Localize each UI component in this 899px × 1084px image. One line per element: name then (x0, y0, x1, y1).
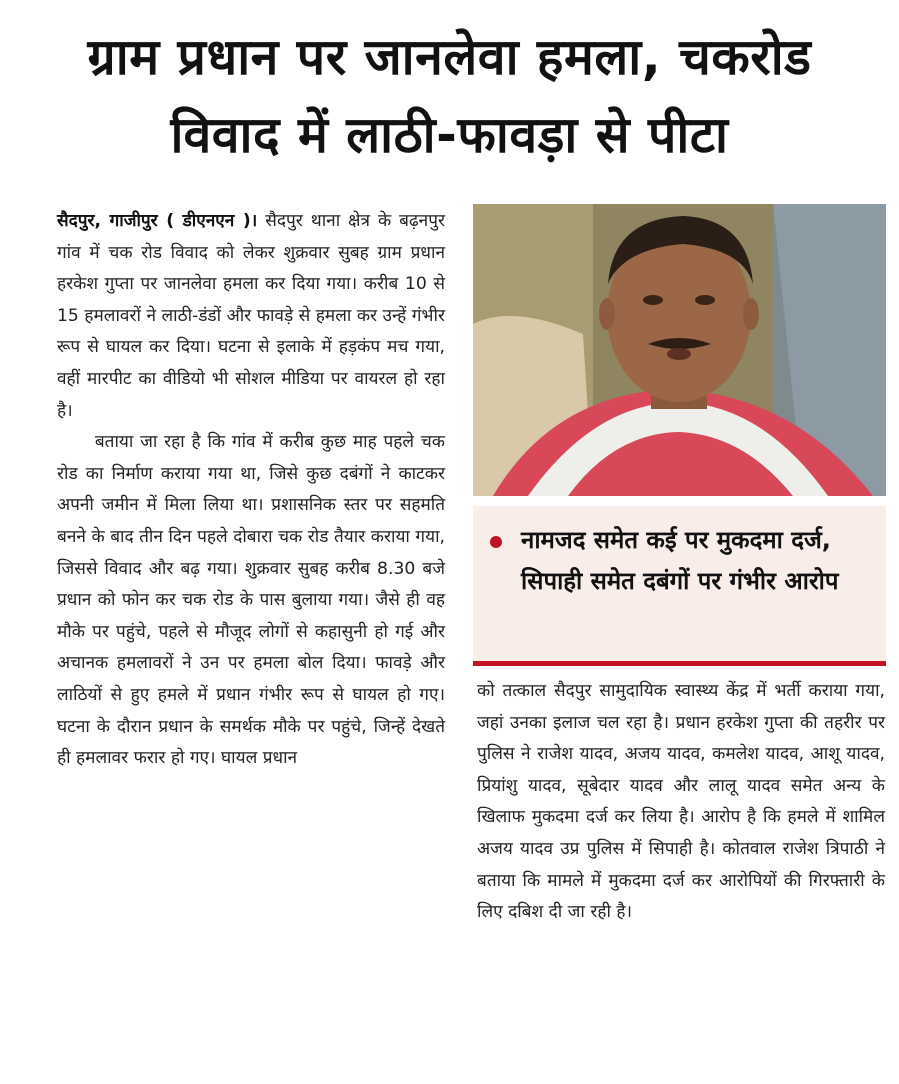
dateline: सैदपुर, गाजीपुर ( डीएनएन )। (57, 211, 258, 231)
news-photo (473, 204, 886, 496)
headline (0, 18, 899, 174)
man-speaking-photo (473, 204, 886, 496)
article-paragraph-3: को तत्काल सैदपुर सामुदायिक स्वास्थ्य केंद्र में भर्ती कराया गया, जहां उनका इलाज चल रहा है। प्रधान हरकेश गुप्ता की तहरीर पर पुलिस ने राजेश यादव, अजय यादव, कमलेश यादव, आशू यादव, प्रियांशु यादव, सूबेदार यादव और लालू यादव समेत अन्य के खिलाफ मुकदमा दर्ज कर लिया है। आरोप है कि हमले में शामिल अजय यादव उप्र पुलिस में सिपाही है। कोतवाल राजेश त्रिपाठी ने बताया कि मामले में मुकदमा दर्ज कर आरोपियों की गिरफ्तारी के लिए दबिश दी जा रही है। (477, 681, 886, 923)
subheading-box (473, 506, 886, 666)
subheading-text: नामजद समेत कई पर मुकदमा दर्ज, सिपाही समेत दबंगों पर गंभीर आरोप (521, 526, 839, 595)
article-left-column (57, 206, 445, 775)
article-paragraph-1 (57, 206, 445, 427)
article-right-column (477, 676, 885, 929)
headline-line-1: ग्राम प्रधान पर जानलेवा हमला, चकरोड (87, 28, 812, 86)
article-paragraph-2: बताया जा रहा है कि गांव में करीब कुछ माह पहले चक रोड का निर्माण कराया गया था, जिसे कुछ दबंगों ने काटकर अपनी जमीन में मिला लिया था। प्रशासनिक स्तर पर सहमति बनने के बाद तीन दिन पहले दोबारा चक रोड तैयार कराया गया, जिससे विवाद और बढ़ गया। शुक्रवार सुबह करीब 8.30 बजे प्रधान को फोन कर चक रोड के पास बुलाया गया। जैसे ही वह मौके पर पहुंचे, पहले से मौजूद लोगों से कहासुनी हो गई और अचानक हमलावरों ने उन पर हमला बोल दिया। फावड़े और लाठियों से हुए हमले में प्रधान गंभीर रूप से घायल हो गए। घटना के दौरान प्रधान के समर्थक मौके पर पहुंचे, जिन्हें देखते ही हमलावर फरार हो गए। घायल प्रधान (57, 432, 445, 769)
paragraph-1-text: सैदपुर थाना क्षेत्र के बढ़नपुर गांव में चक रोड विवाद को लेकर शुक्रवार सुबह ग्राम प्रधान हरकेश गुप्ता पर जानलेवा हमला कर दिया गया। करीब 10 से 15 हमलावरों ने लाठी-डंडों और फावड़े से हमला कर उन्हें गंभीर रूप से घायल कर दिया। घटना से इलाके में हड़कंप मच गया, वहीं मारपीट का वीडियो भी सोशल मीडिया पर वायरल हो रहा है। (57, 211, 445, 421)
bullet-dot-icon (490, 536, 502, 548)
headline-line-2: विवाद में लाठी-फावड़ा से पीटा (170, 106, 729, 164)
